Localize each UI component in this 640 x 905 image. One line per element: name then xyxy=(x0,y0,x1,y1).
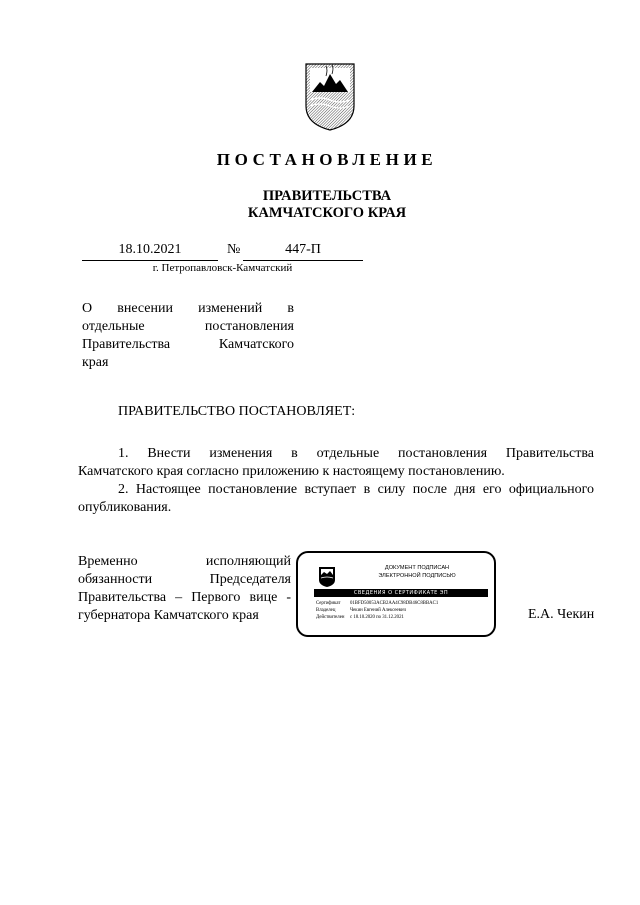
signer-name: Е.А. Чекин xyxy=(528,607,595,622)
document-title: ПОСТАНОВЛЕНИЕ xyxy=(216,150,438,169)
stamp-value: 01BFD50053ACB2AA4C98DB46C8BBAC1 xyxy=(350,601,439,606)
paragraph-1-line-2: Камчатского края согласно приложению к настоящему постановлению. xyxy=(78,464,505,479)
stamp-value: с 18.10.2020 по 31.12.2021 xyxy=(350,615,404,620)
subject-line: края xyxy=(82,355,109,370)
paragraph-2-line-1: 2. Настоящее постановление вступает в силу после дня его официального xyxy=(118,482,594,497)
signer-position-line: обязанности Председателя xyxy=(78,572,291,587)
stamp-row-certificate xyxy=(316,600,492,607)
stamp-row-validity xyxy=(316,614,492,621)
issuer-line-2: КАМЧАТСКОГО КРАЯ xyxy=(247,205,407,221)
stamp-label: Сертификат xyxy=(316,601,341,606)
kamchatka-emblem-icon xyxy=(304,62,356,132)
paragraph-2-line-2: опубликования. xyxy=(78,500,172,515)
paragraph-1-line-1: 1. Внести изменения в отдельные постановления Правительства xyxy=(118,446,594,461)
electronic-signature-stamp xyxy=(296,551,496,637)
stamp-heading-line-1: ДОКУМЕНТ ПОДПИСАН xyxy=(384,565,450,571)
subject-line: Правительства Камчатского xyxy=(82,337,294,352)
signer-position-line: Правительства – Первого вице - xyxy=(78,590,291,605)
document-subject xyxy=(82,300,294,372)
subject-line: отдельные постановления xyxy=(82,319,294,334)
signer-position xyxy=(78,553,291,625)
subject-line: О внесении изменений в xyxy=(82,301,294,316)
document-date: 18.10.2021 xyxy=(82,242,218,261)
emblem-icon xyxy=(318,566,336,588)
stamp-label: Владелец xyxy=(316,608,336,613)
document-city: г. Петропавловск-Камчатский xyxy=(152,262,293,274)
stamp-value: Чекин Евгений Алексеевич xyxy=(350,608,406,613)
stamp-certificate-bar: СВЕДЕНИЯ О СЕРТИФИКАТЕ ЭП xyxy=(314,589,488,597)
stamp-details xyxy=(316,600,492,621)
signer-position-line: губернатора Камчатского края xyxy=(78,608,259,623)
issuer-line-1: ПРАВИТЕЛЬСТВА xyxy=(262,188,392,204)
document-body xyxy=(78,445,594,517)
stamp-heading-line-2: ЭЛЕКТРОННОЙ ПОДПИСЬЮ xyxy=(378,573,456,579)
stamp-heading xyxy=(348,564,486,580)
document-number: 447-П xyxy=(243,242,363,261)
stamp-label: Действителен xyxy=(316,615,345,620)
resolves-heading: ПРАВИТЕЛЬСТВО ПОСТАНОВЛЯЕТ: xyxy=(118,404,356,419)
number-sign: № xyxy=(227,242,241,257)
signer-position-line: Временно исполняющий xyxy=(78,554,291,569)
stamp-row-owner xyxy=(316,607,492,614)
